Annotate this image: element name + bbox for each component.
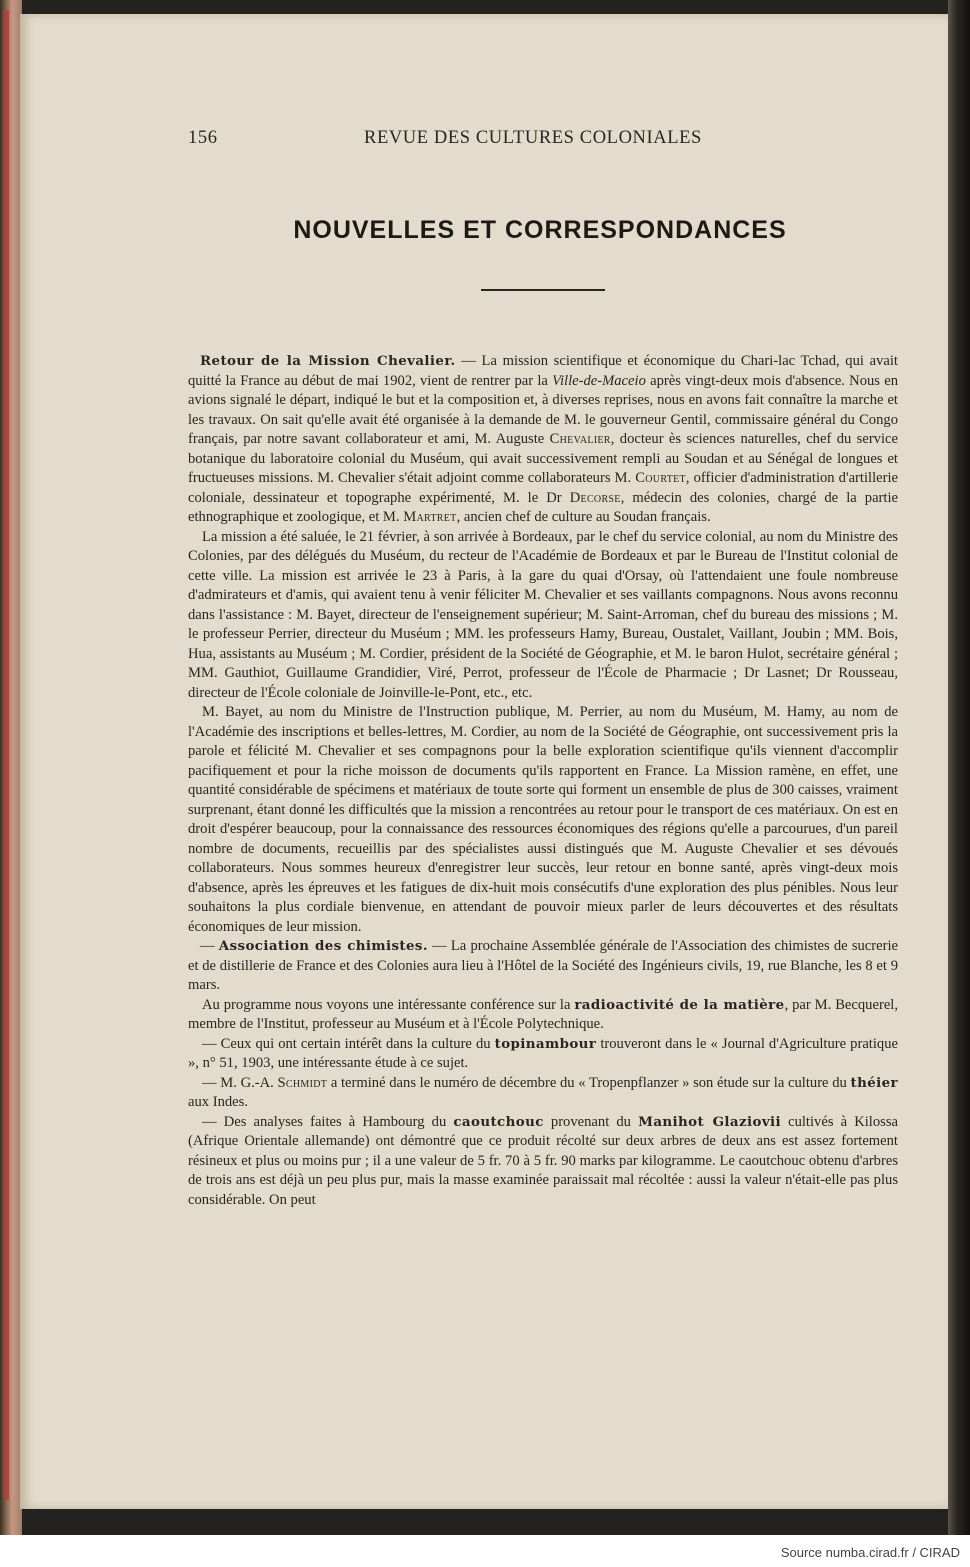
text-run: Au programme nous voyons une intéressante conférence sur la: [202, 996, 575, 1013]
name-chevalier: Chevalier: [549, 431, 611, 447]
text-run: — La prochaine Assemblée générale de l'Association des chimistes de sucrerie et de distillerie de France et des Colonies aura lieu à l'Hôtel de la Société des Ingénieurs civils, 19, rue Blanche, les 8 et 9 mars.: [188, 938, 899, 993]
paragraph-caoutchouc: [188, 1113, 898, 1211]
heading-association: Association des chimistes.: [218, 938, 428, 954]
term-topinambour: topinambour: [494, 1035, 597, 1052]
paragraph-mission-chevalier: [188, 352, 898, 528]
paragraph-topinambour: [188, 1035, 898, 1074]
text-run: , ancien chef de culture au Soudan français.: [456, 509, 711, 525]
page-edge-shadow: [948, 0, 970, 1535]
text-run: aux Indes.: [188, 1094, 248, 1110]
term-manihot: Manihot Glaziovii: [638, 1113, 781, 1130]
paragraph-association: [188, 937, 898, 996]
text-run: — Des analyses faites à Hambourg du: [202, 1113, 454, 1130]
name-martret: Martret: [403, 509, 457, 525]
text-run: a terminé dans le numéro de décembre du « Tropenpflanzer » son étude sur la culture du: [327, 1074, 851, 1091]
running-header: [188, 128, 748, 156]
text-run: après vingt-deux mois d'absence. Nous en avions signalé le départ, indiqué le but et la composition et, à diverses reprises, nous en avons fait connaître la marche et les travaux. On sait qu'elle avait été organisée à la demande de M. le gouverneur Gentil, commissaire général du Congo français, par notre savant collaborateur et ami, M. Auguste: [188, 372, 898, 447]
binding-spine: [3, 10, 9, 1500]
text-run: trouveront dans le « Journal d'Agriculture pratique », n° 51, 1903, une intéressante étude à ce sujet.: [188, 1035, 898, 1071]
name-courtet: Courtet: [635, 470, 686, 486]
text-run: , médecin des colonies, chargé de la partie ethnographique et zoologique, et M.: [188, 489, 898, 525]
paragraph-theier: [188, 1074, 898, 1113]
term-theier: théier: [850, 1074, 899, 1091]
title-rule: [481, 289, 605, 291]
paragraph-speeches: M. Bayet, au nom du Ministre de l'Instruction publique, M. Perrier, au nom du Muséum, M. Hamy, au nom de l'Académie des inscriptions et belles-lettres, M. Cordier, au nom de la Société de Géographie, ont successivement pris la parole et félicité M. Chevalier et ses compagnons pour la belle exploration scientifique qu'ils viennent d'accomplir pacifiquement et pour la riche moisson de documents qu'ils rapportent en France. La Mission ramène, en effet, une quantité considérable de spécimens et matériaux de toute sorte qui forment un ensemble de plus de 300 caisses, vraiment surprenant, étant donné les difficultés que la mission a rencontrées au retour pour le transport de ces matériaux. On est en droit d'espérer beaucoup, pour la connaissance des ressources économiques des régions qu'elle a parcourues, d'un pareil nombre de documents, recueillis par des spécialistes aussi distingués que M. Auguste Chevalier et ses dévoués collaborateurs. Nous sommes heureux d'enregistrer leur succès, leur retour en bonne santé, après vingt-deux mois d'absence, après les épreuves et les fatigues de dix-huit mois consécutifs d'une exploration des plus pénibles. Nous leur souhaitons la plus cordiale bienvenue, en attendant de pouvoir mieux parler de leurs découvertes et des résultats économiques de leur mission.: [188, 704, 898, 935]
heading-mission-chevalier: Retour de la Mission Chevalier.: [200, 353, 456, 369]
text-run: , docteur ès sciences naturelles, chef du service botanique du laboratoire colonial du Muséum, qui avait successivement rempli au Soudan et au Sénégal de longues et fructueuses missions. M. Chevalier s'était adjoint comme collaborateurs M.: [188, 431, 898, 486]
text-run: , officier d'administration d'artillerie coloniale, dessinateur et topographe expérimenté, M. le Dr: [188, 470, 898, 506]
text-run: — Ceux qui ont certain intérêt dans la culture du: [202, 1035, 495, 1052]
term-caoutchouc: caoutchouc: [453, 1113, 544, 1130]
text-run: — M. G.-A.: [202, 1074, 278, 1091]
text-run: provenant du: [543, 1113, 639, 1130]
term-radioactivite: radioactivité de la matière: [574, 996, 785, 1013]
ship-name: Ville-de-Maceio: [552, 372, 646, 389]
running-title: REVUE DES CULTURES COLONIALES: [364, 128, 702, 148]
text-run: , par M. Becquerel, membre de l'Institut, professeur au Muséum et à l'École Polytechnique.: [188, 996, 898, 1032]
name-schmidt: Schmidt: [277, 1074, 328, 1091]
text-run: — La mission scientifique et économique du Chari-lac Tchad, qui avait quitté la France au début de mai 1902, vient de rentrer par la: [188, 353, 898, 389]
article-body: [188, 352, 898, 1210]
text-run: cultivés à Kilossa (Afrique Orientale allemande) ont démontré que ce produit récolté sur deux arbres de deux ans est assez fortement résineux et plus ou moins pur ; il a une valeur de 5 fr. 70 à 5 fr. 90 marks par kilogramme. Le caoutchouc obtenu d'arbres de trois ans est déjà un peu plus pur, mais la masse examinée paraissait mal récoltée : aussi la valeur n'était-elle pas plus considérable. On peut: [188, 1113, 898, 1208]
section-title: NOUVELLES ET CORRESPONDANCES: [293, 216, 787, 244]
page-number: 156: [188, 128, 218, 148]
paragraph-programme: [188, 996, 898, 1035]
paragraph-arrival: La mission a été saluée, le 21 février, à son arrivée à Bordeaux, par le chef du service colonial, au nom du Ministre des Colonies, par des délégués du Muséum, du recteur de l'Académie de Bordeaux et par le Bureau de l'Institut colonial de cette ville. La mission est arrivée le 23 à Paris, à la gare du quai d'Orsay, où l'attendaient une foule nombreuse d'admirateurs et d'amis, qui avaient tenu à venir féliciter M. Chevalier et ses vaillants compagnons. Nous avons reconnu dans l'assistance : M. Bayet, directeur de l'enseignement supérieur; M. Saint-Arroman, chef du bureau des missions ; M. le professeur Perrier, directeur du Muséum ; MM. les professeurs Hamy, Bureau, Oustalet, Vaillant, Joubin ; MM. Bois, Hua, assistants au Muséum ; M. Cordier, président de la Société de Géographie, et M. le baron Hulot, secrétaire général ; MM. Gauthiot, Guillaume Grandidier, Viré, Perrot, professeur de l'École de Pharmacie ; Dr Lasnet; Dr Rousseau, directeur de l'École coloniale de Joinville-le-Pont, etc., etc.: [188, 528, 898, 701]
text-run: —: [200, 938, 219, 954]
name-decorse: Decorse: [569, 489, 621, 506]
source-credit: Source numba.cirad.fr / CIRAD: [780, 1545, 960, 1560]
